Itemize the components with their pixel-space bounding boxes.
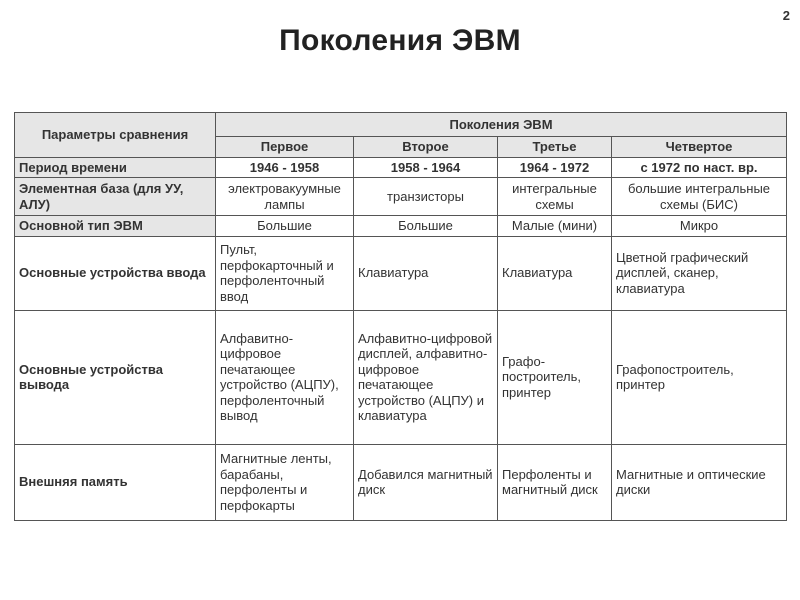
table-row-output (15, 310, 787, 444)
row-label-period: Период времени (15, 157, 216, 178)
row-label-input: Основные устройства ввода (15, 236, 216, 310)
table-row-element-base (15, 178, 787, 216)
generations-header: Поколения ЭВМ (449, 116, 553, 132)
cell-input-second: Клавиатура (354, 236, 498, 310)
gen-header-second: Второе (354, 137, 498, 158)
cell-period-fourth: с 1972 по наст. вр. (612, 157, 787, 178)
page-number: 2 (782, 8, 790, 23)
slide-title: Поколения ЭВМ (279, 24, 521, 57)
cell-main-type-third: Малые (мини) (498, 216, 612, 237)
cell-input-fourth: Цветной графический дисплей, сканер, клавиатура (612, 236, 787, 310)
cell-main-type-fourth: Микро (612, 216, 787, 237)
cell-output-second: Алфавитно-цифровой дисплей, алфавитно-цифровое печатающее устройство (АЦПУ) и клавиатура (354, 310, 498, 444)
row-label-main-type: Основной тип ЭВМ (15, 216, 216, 237)
cell-element-base-first: электровакуумные лампы (216, 178, 354, 216)
cell-element-base-second: транзисторы (354, 178, 498, 216)
cell-period-first: 1946 - 1958 (216, 157, 354, 178)
gen-header-first: Первое (216, 137, 354, 158)
cell-output-third: Графо-построитель, принтер (498, 310, 612, 444)
generations-comparison-table (14, 112, 787, 521)
row-label-memory: Внешняя память (15, 444, 216, 520)
cell-period-third: 1964 - 1972 (498, 157, 612, 178)
row-label-element-base: Элементная база (для УУ, АЛУ) (15, 178, 216, 216)
cell-element-base-fourth: большие интегральные схемы (БИС) (612, 178, 787, 216)
cell-period-second: 1958 - 1964 (354, 157, 498, 178)
cell-main-type-first: Большие (216, 216, 354, 237)
table-row-memory (15, 444, 787, 520)
gen-header-fourth: Четвертое (612, 137, 787, 158)
cell-output-fourth: Графопостроитель, принтер (612, 310, 787, 444)
cell-input-first: Пульт, перфокарточный и перфоленточный ввод (216, 236, 354, 310)
cell-memory-first: Магнитные ленты, барабаны, перфоленты и перфокарты (216, 444, 354, 520)
cell-memory-fourth: Магнитные и оптические диски (612, 444, 787, 520)
cell-memory-second: Добавился магнитный диск (354, 444, 498, 520)
param-header-cell (15, 113, 216, 158)
cell-output-first: Алфавитно-цифровое печатающее устройство (АЦПУ), перфоленточный вывод (216, 310, 354, 444)
generations-header-cell (216, 113, 787, 137)
cell-element-base-third: интегральные схемы (498, 178, 612, 216)
cell-input-third: Клавиатура (498, 236, 612, 310)
table-row-main-type (15, 216, 787, 237)
cell-memory-third: Перфоленты и магнитный диск (498, 444, 612, 520)
table-row-input (15, 236, 787, 310)
cell-main-type-second: Большие (354, 216, 498, 237)
param-header: Параметры сравнения (41, 127, 189, 142)
table-row-period (15, 157, 787, 178)
row-label-output: Основные устройства вывода (15, 310, 216, 444)
gen-header-third: Третье (498, 137, 612, 158)
